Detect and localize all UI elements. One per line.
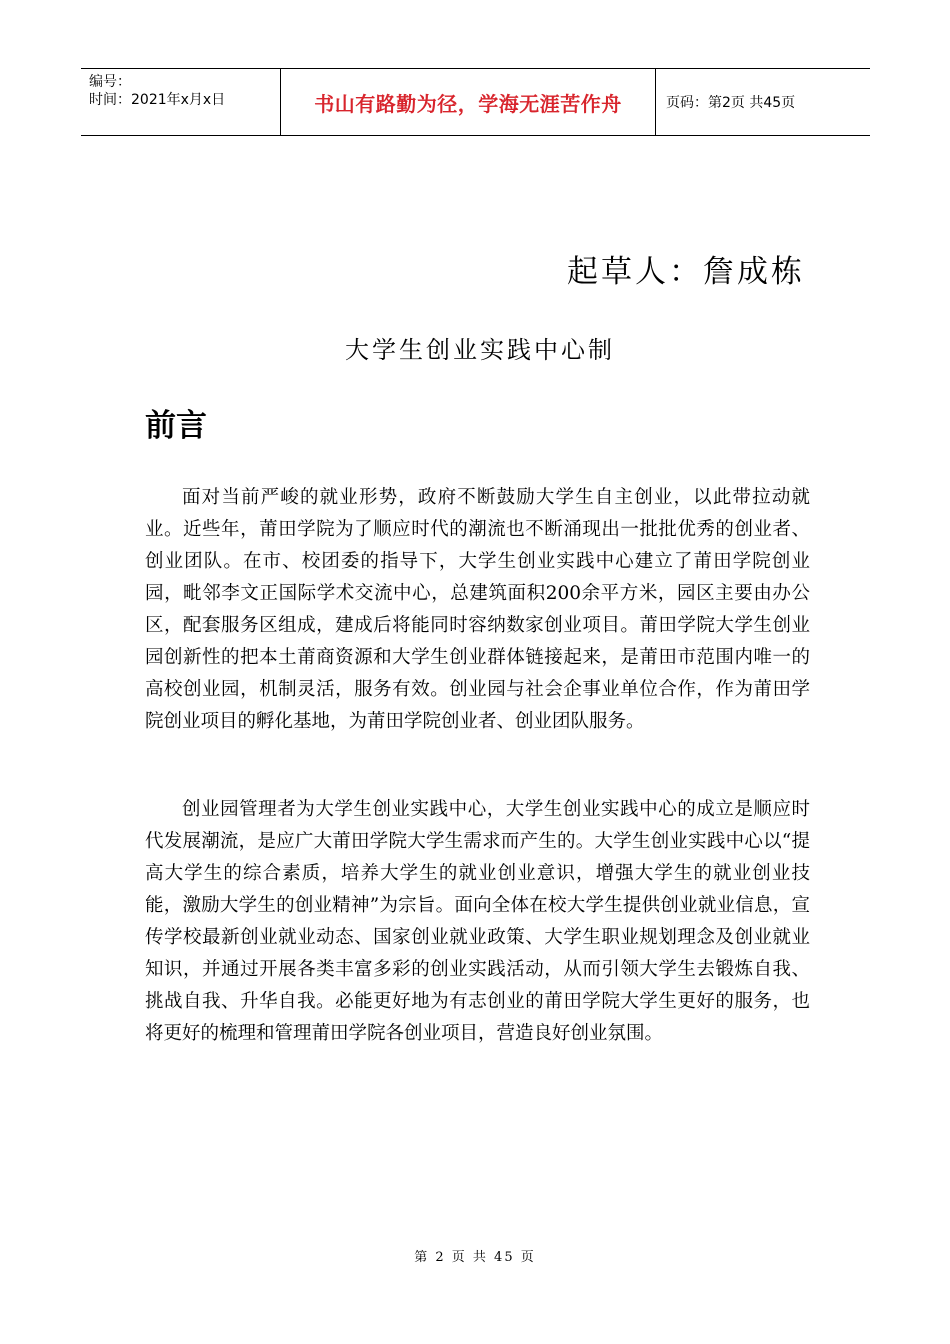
section-heading: 前言 <box>145 408 207 444</box>
header-table <box>81 68 870 136</box>
page-info: 页码：第2页 共45页 <box>666 95 796 111</box>
paragraph-1: 面对当前严峻的就业形势，政府不断鼓励大学生自主创业，以此带拉动就业。近些年，莆田学院为了顺应时代的潮流也不断涌现出一批批优秀的创业者、创业团队。在市、校团委的指导下，大学生创业实践中心建立了莆田学院创业园，毗邻李文正国际学术交流中心，总建筑面积200余平方米，园区主要由办公区，配套服务区组成，建成后将能同时容纳数家创业项目。莆田学院大学生创业园创新性的把本土莆商资源和大学生创业群体链接起来，是莆田市范围内唯一的高校创业园，机制灵活，服务有效。创业园与社会企事业单位合作，作为莆田学院创业项目的孵化基地，为莆田学院创业者、创业团队服务。 <box>145 487 810 732</box>
header-meta-cell <box>81 69 281 135</box>
paragraph-2: 创业园管理者为大学生创业实践中心，大学生创业实践中心的成立是顺应时代发展潮流，是应广大莆田学院大学生需求而产生的。大学生创业实践中心以“提高大学生的综合素质，培养大学生的就业创业意识，增强大学生的就业创业技能，激励大学生的创业精神”为宗旨。面向全体在校大学生提供创业就业信息，宣传学校最新创业就业动态、国家创业就业政策、大学生职业规划理念及创业就业知识，并通过开展各类丰富多彩的创业实践活动，从而引领大学生去锻炼自我、挑战自我、升华自我。必能更好地为有志创业的莆田学院大学生更好的服务，也将更好的梳理和管理莆田学院各创业项目，营造良好创业氛围。 <box>145 799 810 1044</box>
author-line: 起草人：詹成栋 <box>567 254 805 290</box>
document-title: 大学生创业实践中心制 <box>345 336 615 364</box>
motto-text: 书山有路勤为径，学海无涯苦作舟 <box>314 91 622 116</box>
time-label: 时间：2021年x月x日 <box>89 92 226 108</box>
page-footer: 第 2 页 共 45 页 <box>414 1250 536 1265</box>
number-label: 编号： <box>89 74 131 90</box>
header-page-cell <box>656 69 870 135</box>
header-motto-cell <box>281 69 656 135</box>
